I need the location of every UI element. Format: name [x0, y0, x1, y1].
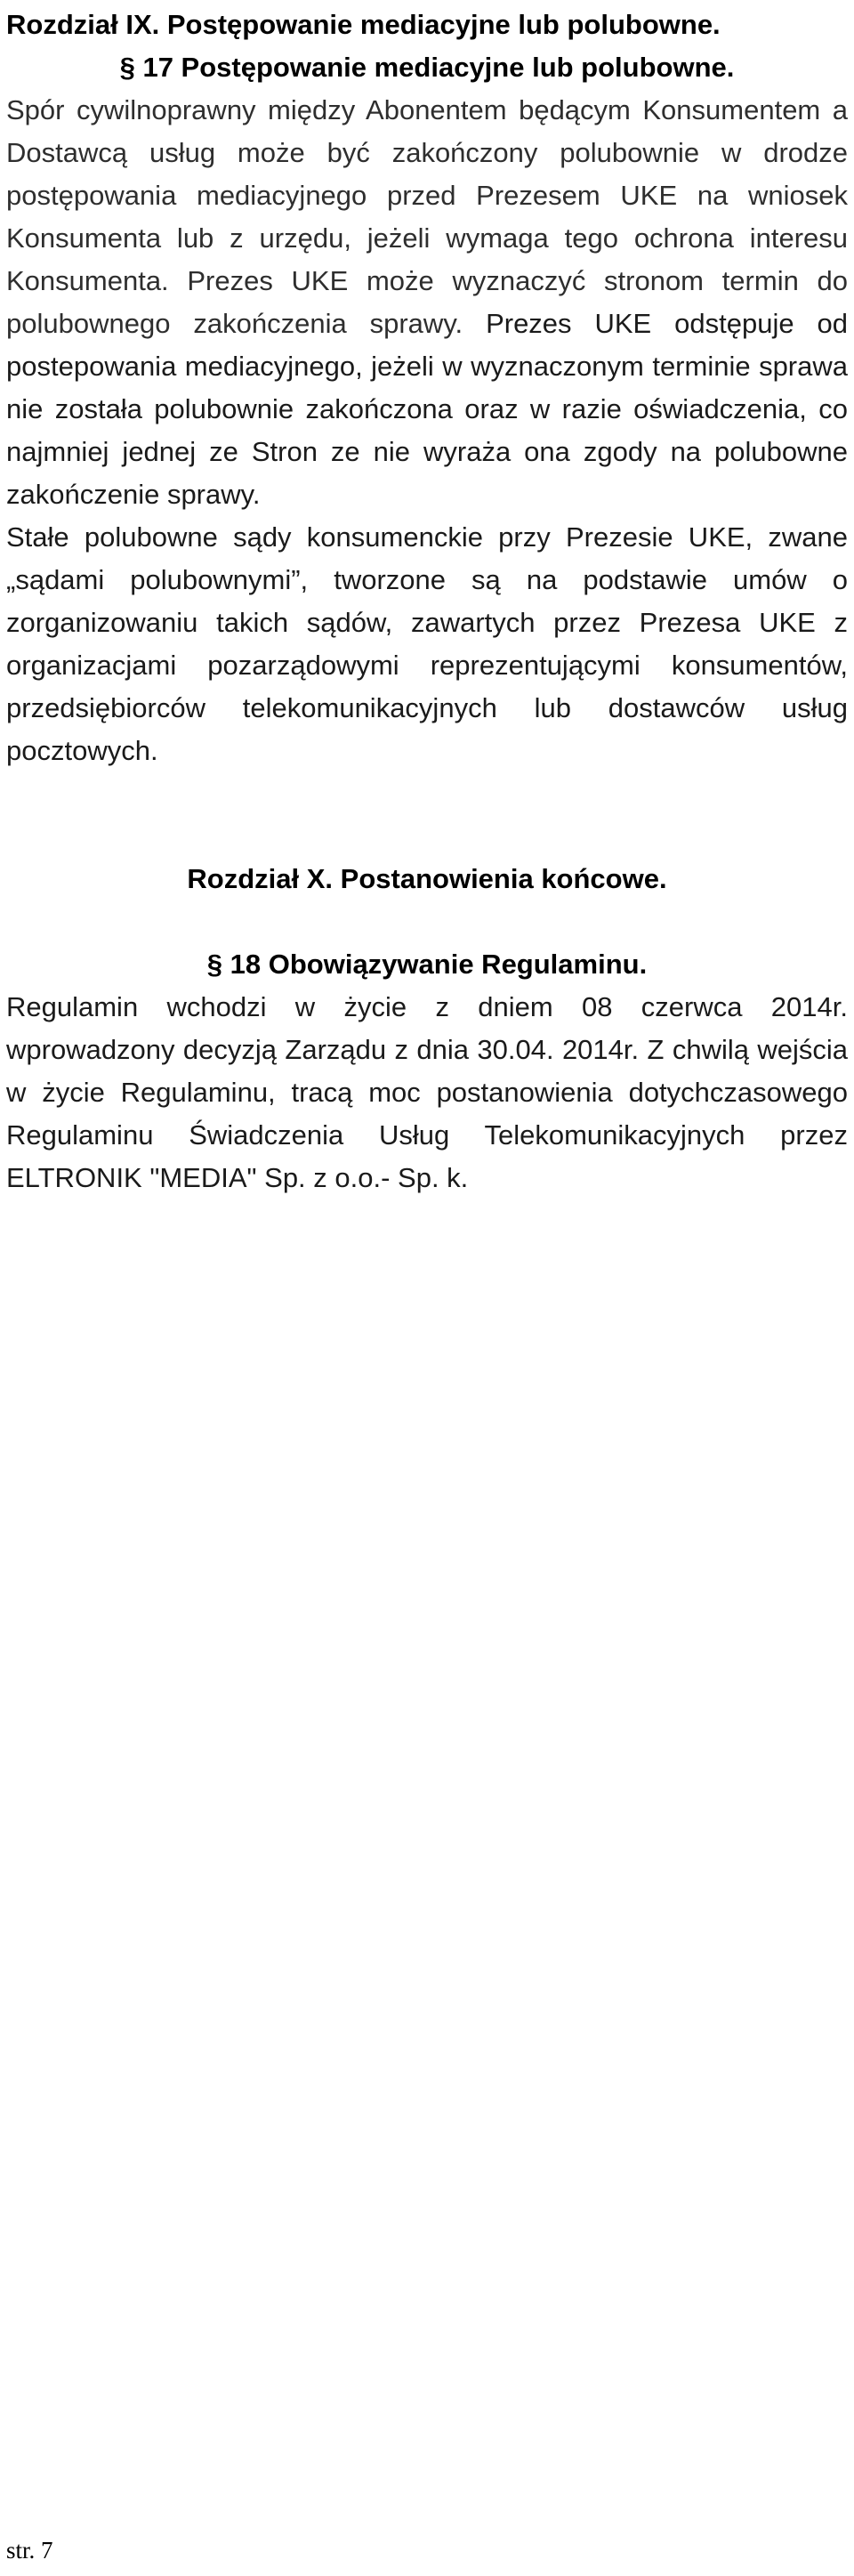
section-17-paragraph-1-part-2: Prezes UKE odstępuje od postepowania mediacyjnego, jeżeli w wyznaczonym terminie sprawa nie została polubownie zakończona oraz w razie oświadczenia, co najmniej jednej ze Stron ze nie wyraża ona zgody na polubowne zakończenie sprawy.	[6, 308, 848, 510]
section-spacer	[6, 772, 848, 858]
chapter-10-title: Rozdział X. Postanowienia końcowe.	[187, 863, 667, 894]
page-number: str. 7	[6, 2537, 53, 2564]
title-spacer	[6, 900, 848, 943]
section-18-paragraph: Regulamin wchodzi w życie z dniem 08 czerwca 2014r. wprowadzony decyzją Zarządu z dnia 30.04. 2014r. Z chwilą wejścia w życie Regulaminu, tracą moc postanowienia dotychczasowego Regulaminu Świadczenia Usług Telekomunikacyjnych przez ELTRONIK "MEDIA" Sp. z o.o.- Sp. k.	[6, 991, 848, 1193]
section-18-title: § 18 Obowiązywanie Regulaminu.	[206, 949, 648, 980]
section-17-paragraph-1-part-1: Spór cywilnoprawny między Abonentem będącym Konsumentem a Dostawcą usług może być zakończony polubownie w drodze postępowania mediacyjnego przed Prezesem UKE na wniosek Konsumenta lub z urzędu, jeżeli wymaga tego ochrona interesu Konsumenta. Prezes UKE może wyznaczyć stronom termin do polubownego zakończenia sprawy.	[6, 94, 848, 339]
section-17-paragraph-1	[6, 89, 848, 516]
document-content	[6, 4, 848, 1199]
section-17-title: § 17 Postępowanie mediacyjne lub polubowne.	[119, 52, 735, 83]
section-17-paragraph-2: Stałe polubowne sądy konsumenckie przy Prezesie UKE, zwane „sądami polubownymi”, tworzone są na podstawie umów o zorganizowaniu takich sądów, zawartych przez Prezesa UKE z organizacjami pozarządowymi reprezentującymi konsumentów, przedsiębiorców telekomunikacyjnych lub dostawców usług pocztowych.	[6, 521, 848, 766]
chapter-9-title: Rozdział IX. Postępowanie mediacyjne lub polubowne.	[6, 9, 721, 40]
